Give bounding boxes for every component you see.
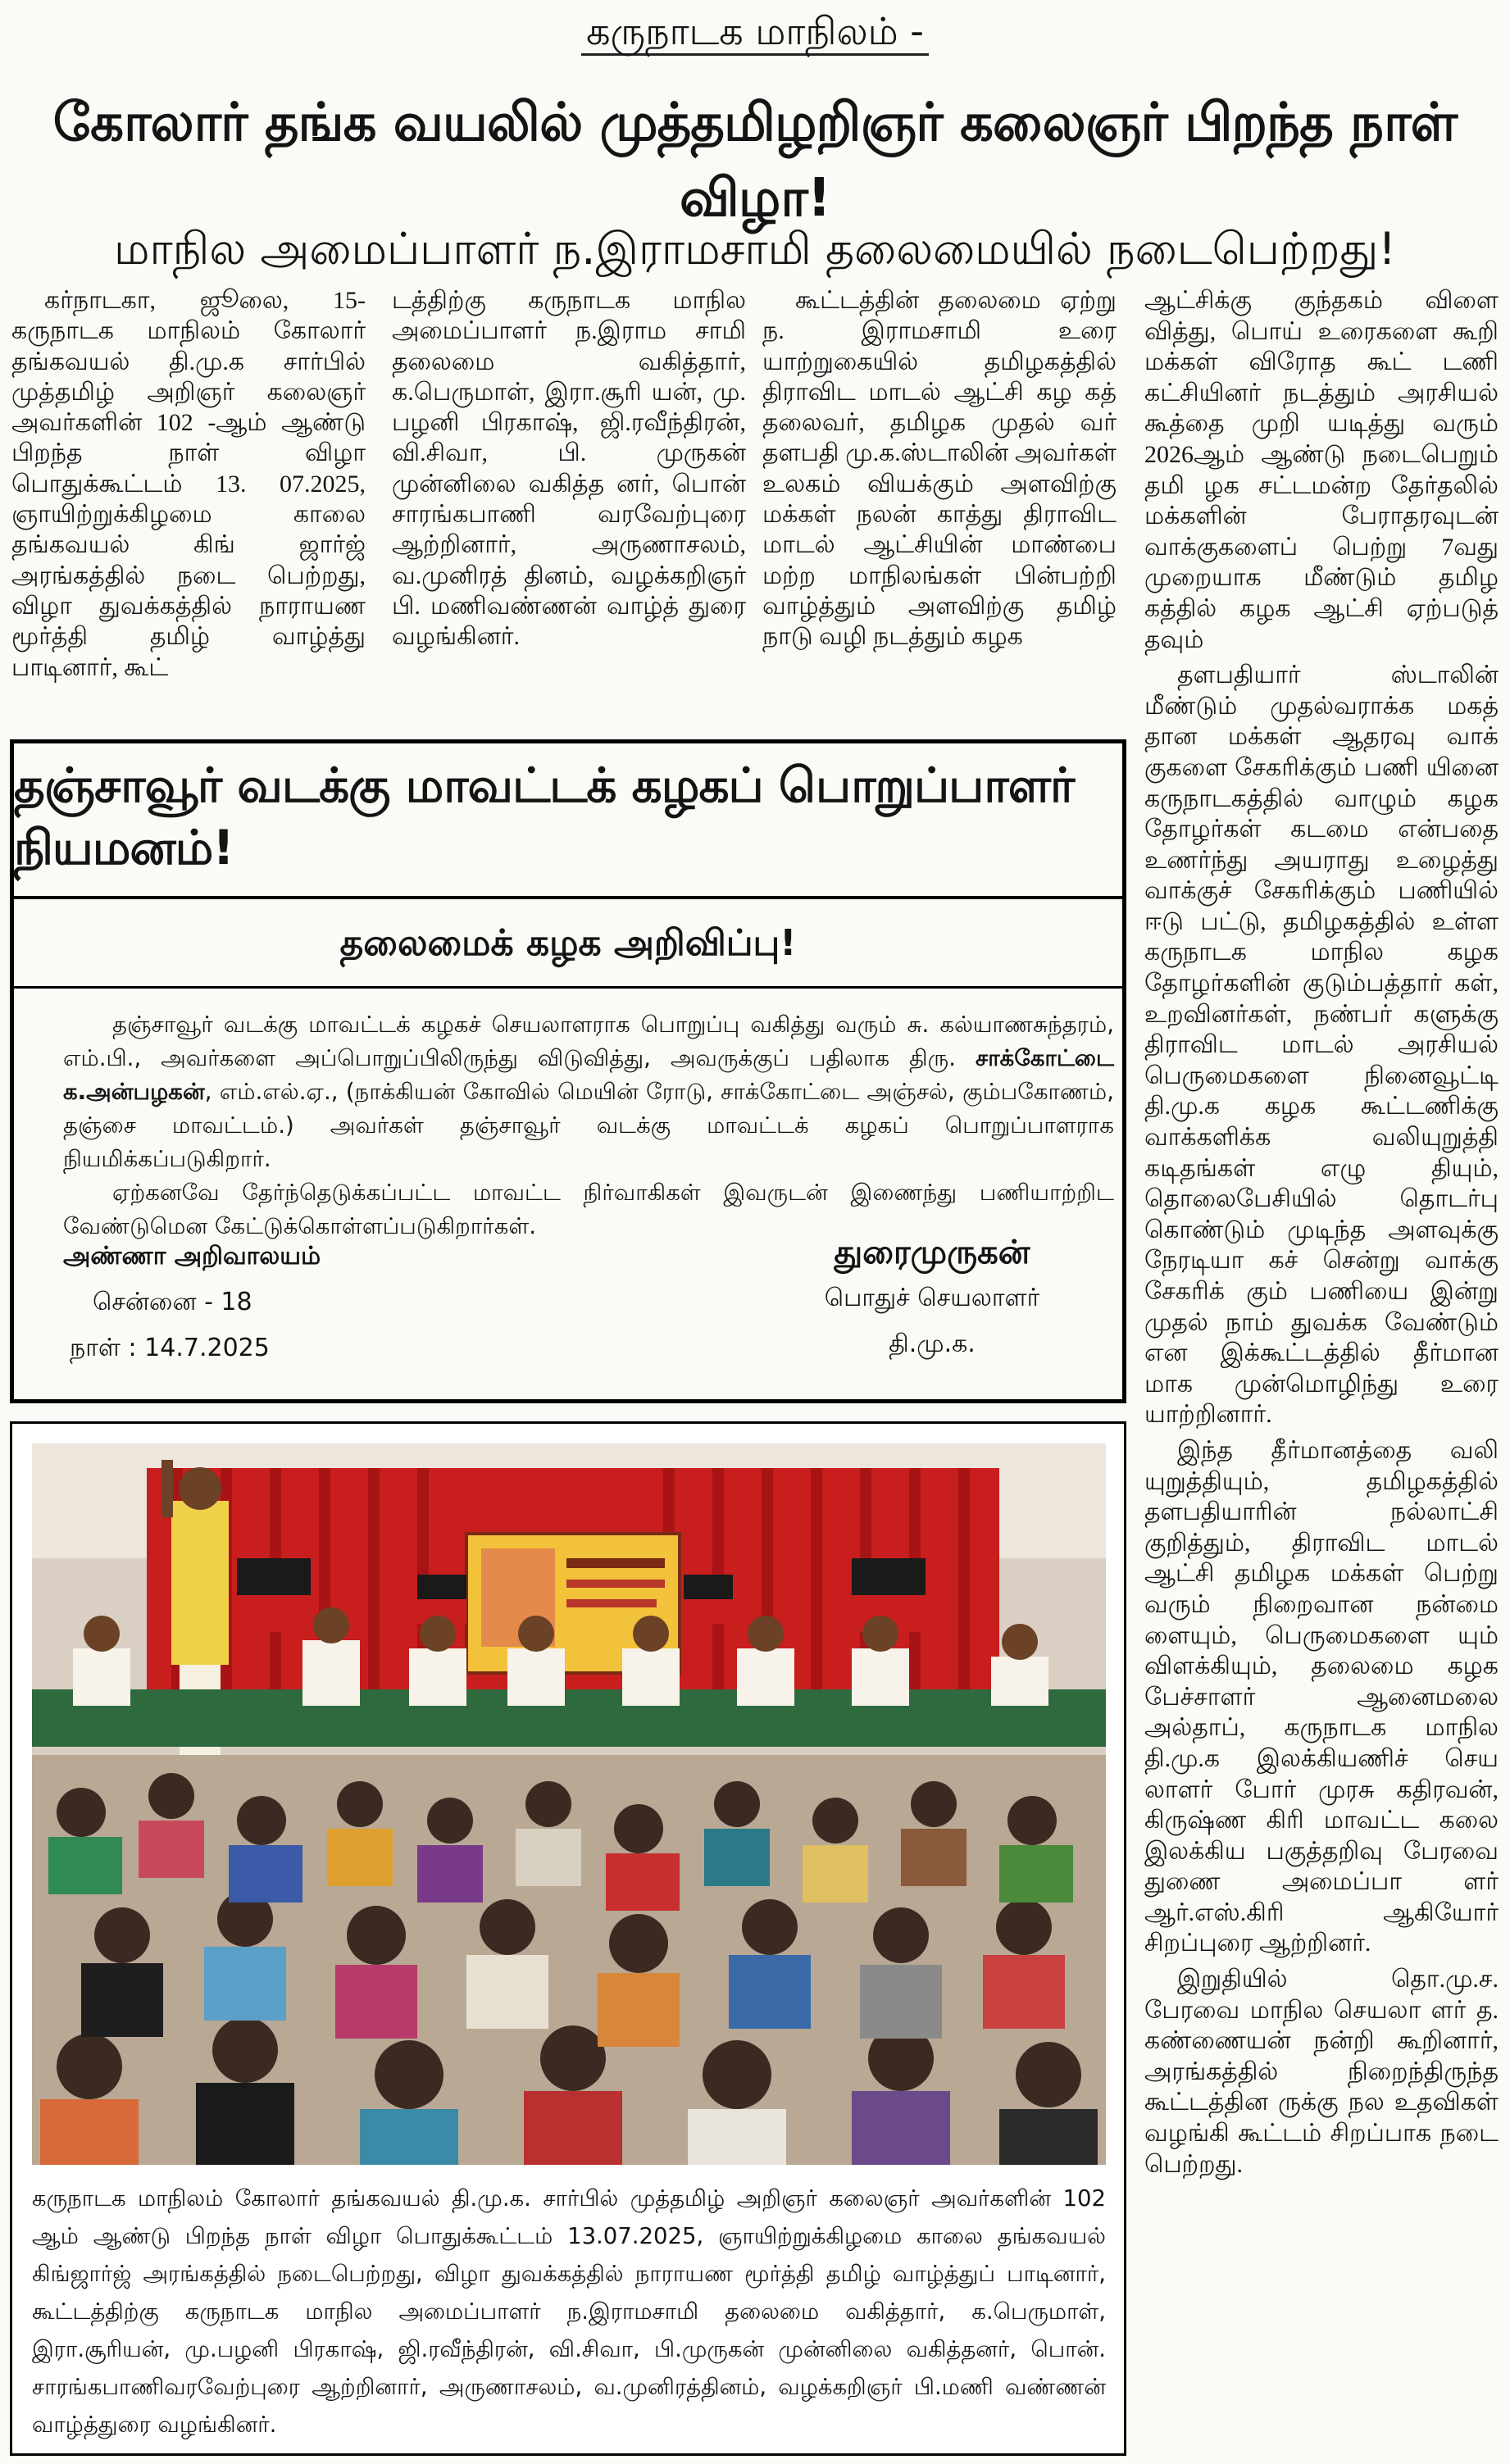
announcement-place-date: அண்ணா அறிவாலயம் சென்னை - 18 நாள் : 14.7.2025 [63,1242,321,1362]
meeting-photo-illustration [32,1443,1106,2165]
signatory-party: தி.மு.க. [889,1330,976,1358]
article-paragraph: ஆட்சிக்கு குந்தகம் விளை வித்து, பொய் உரைகளை கூறி மக்கள் விரோத கூட் டணி கட்சியினர் நடத்தும் அரசியல் கூத்தை முறி யடித்து வரும் 2026ஆம் ஆண்டு நடைபெறும் தமி ழக சட்டமன்ற தேர்தலில் மக்களின் பேராதரவுடன் வாக்குகளைப் பெற்று 7வது முறையாக மீண்டும் தமிழ கத்தில் கழக ஆட்சி ஏற்படுத் தவும் [1144,287,1499,653]
article-column-3 [762,285,1117,657]
announcement-subtitle: தலைமைக் கழக அறிவிப்பு! [339,922,797,964]
article-paragraph: டத்திற்கு கருநாடக மாநில அமைப்பாளர் ந.இராம சாமி தலைமை வகித்தார், க.பெருமாள், இரா.சூரி யன், மு. பழனி பிரகாஷ், ஜி.ரவீந்திரன், வி.சிவா, பி. முருகன் முன்னிலை வகித்த னர், பொன் சாரங்கபாணி வரவேற்புரை ஆற்றினார், அருணாசலம், வ.முனிரத் தினம், வழக்கறிஞர் பி. மணிவண்ணன் வாழ்த் துரை வழங்கினர். [392,287,746,651]
announcement-paragraph: ஏற்கனவே தேர்ந்தெடுக்கப்பட்ட மாவட்ட நிர்வாகிகள் இவருடன் இணைந்து பணியாற்றிட வேண்டுமென கேட்டுக்கொள்ளப்படுகிறார்கள். [63,1179,1114,1239]
article-paragraph: கூட்டத்தின் தலைமை ஏற்று ந. இராமசாமி உரை யாற்றுகையில் தமிழகத்தில் திராவிட மாடல் ஆட்சி கழ கத் தலைவர், தமிழக முதல் வர் தளபதி மு.க.ஸ்டாலின் அவர்கள் உலகம் வியக்கும் அளவிற்கு மக்கள் நலன் காத்து திராவிட மாடல் ஆட்சியின் மாண்பை மற்ற மாநிலங்கள் பின்பற்றி வாழ்த்தும் அளவிற்கு தமிழ் நாடு வழி நடத்தும் கழக [762,287,1117,651]
photo-frame [10,1421,1126,2456]
announcement-paragraph: தஞ்சாவூர் வடக்கு மாவட்டக் கழகச் செயலாளராக பொறுப்பு வகித்து வரும் சு. கல்யாணசுந்தரம், எம்.பி., அவர்களை அப்பொறுப்பிலிருந்து விடுவித்து, அவருக்குப் பதிலாக திரு. சாக்கோட்டை க.அன்பழகன், எம்.எல்.ஏ., (நாக்கியன் கோவில் மெயின் ரோடு, சாக்கோட்டை அஞ்சல், கும்பகோணம், தஞ்சை மாவட்டம்.) அவர்கள் தஞ்சாவூர் வடக்கு மாவட்டக் கழகப் பொறுப்பாளராக நியமிக்கப்படுகிறார். [63,1011,1114,1172]
appointee-name: சாக்கோட்டை க.அன்பழகன் [63,1044,1114,1105]
article-paragraph: இந்த தீர்மானத்தை வலி யுறுத்தியும், தமிழகத்தில் தளபதியாரின் நல்லாட்சி குறித்தும், திராவிட மாடல் ஆட்சி தமிழக மக்கள் பெற்று வரும் நிறைவான நன்மை ளையும், பெருமைகளை யும் விளக்கியும், தலைமை கழக பேச்சாளர் ஆனைமலை அல்தாப், கருநாடக மாநில தி.மு.க இலக்கியணிச் செய லாளர் போர் முரசு கதிரவன், கிருஷ்ண கிரி மாவட்ட கலை இலக்கிய பகுத்தறிவு பேரவை துணை அமைப்பா ளர் ஆர்.எஸ்.கிரி ஆகியோர் சிறப்புரை ஆற்றினர். [1144,1436,1499,1957]
article-column-4 [1144,285,1499,2184]
photo-caption: கருநாடக மாநிலம் கோலார் தங்கவயல் தி.மு.க. சார்பில் முத்தமிழ் அறிஞர் கலைஞர் அவர்களின் 102 ஆம் ஆண்டு பிறந்த நாள் விழா பொதுக்கூட்டம் 13.07.2025, ஞாயிற்றுக்கிழமை காலை தங்கவயல் கிங்ஜார்ஜ் அரங்கத்தில் நடைபெற்றது, விழா துவக்கத்தில் நாராயண மூர்த்தி தமிழ் வாழ்த்துப் பாடினார், கூட்டத்திற்கு கருநாடக மாநில அமைப்பாளர் ந.இராமசாமி தலைமை வகித்தார், க.பெருமாள், இரா.சூரியன், மு.பழனி பிரகாஷ், ஜி.ரவீந்திரன், வி.சிவா, பி.முருகன் முன்னிலை வகித்தனர், பொன். சாரங்கபாணிவரவேற்புரை ஆற்றினார், அருணாசலம், வ.முனிரத்தினம், வழக்கறிஞர் பி.மணி வண்ணன் வாழ்த்துரை வழங்கினர். [32,2185,1106,2438]
article-subhead: மாநில அமைப்பாளர் ந.இராமசாமி தலைமையில் நடைபெற்றது! [114,223,1396,275]
meeting-photo [32,1443,1106,2165]
article-column-2 [392,285,746,657]
article-column-1 [11,285,366,688]
article-paragraph: தளபதியார் ஸ்டாலின் மீண்டும் முதல்வராக்க மகத் தான மக்கள் ஆதரவு வாக் குகளை சேகரிக்கும் பணி யினை கருநாடகத்தில் வாழும் கழக தோழர்கள் கடமை என்பதை உணர்ந்து அயராது உழைத்து வாக்குச் சேகரிக்கும் பணியில் ஈடு பட்டு, தமிழகத்தில் உள்ள கருநாடக மாநில கழக தோழர்களின் குடும்பத்தார் கள், உறவினர்கள், நண்பர் களுக்கு திராவிட மாடல் அரசியல் பெருமைகளை நினைவூட்டி தி.மு.க கழக கூட்டணிக்கு வாக்களிக்க வலியுறுத்தி கடிதங்கள் எழு தியும், தொலைபேசியில் தொடர்பு கொண்டும் முடிந்த அளவுக்கு நேரடியா கச் சென்று வாக்கு சேகரிக் கும் பணியை இன்று முதல் நாம் துவக்க வேண்டும் என இக்கூட்டத்தில் தீர்மான மாக முன்மொழிந்து உரை யாற்றினார். [1144,661,1499,1429]
article-headline: கோலார் தங்க வயலில் முத்தமிழறிஞர் கலைஞர் பிறந்த நாள் விழா! [52,93,1458,229]
article-paragraph: கர்நாடகா, ஜூலை, 15- கருநாடக மாநிலம் கோலார் தங்கவயல் தி.மு.க சார்பில் முத்தமிழ் அறிஞர் கலைஞர் அவர்களின் 102 -ஆம் ஆண்டு பிறந்த நாள் விழா பொதுக்கூட்டம் 13. 07.2025, ஞாயிற்றுக்கிழமை காலை தங்கவயல் கிங் ஜார்ஜ் அரங்கத்தில் நடை பெற்றது, விழா துவக்கத்தில் நாராயண மூர்த்தி தமிழ் வாழ்த்து பாடினார், கூட் [11,287,366,681]
party-announcement-box [10,739,1126,1403]
article-kicker: கருநாடக மாநிலம் - [0,5,1510,57]
signatory-name: துரைமுருகன் [834,1234,1030,1271]
announcement-title: தஞ்சாவூர் வடக்கு மாவட்டக் கழகப் பொறுப்பாளர் நியமனம்! [14,743,1122,899]
announcement-signature [801,1230,1063,1367]
article-paragraph: இறுதியில் தொ.மு.ச. பேரவை மாநில செயலா ளர் த. கண்ணையன் நன்றி கூறினார், அரங்கத்தில் நிறைந்திருந்த கூட்டத்தின ருக்கு நல உதவிகள் வழங்கி கூட்டம் சிறப்பாக நடை பெற்றது. [1144,1966,1499,2178]
announcement-body [63,1007,1114,1243]
signatory-designation: பொதுச் செயலாளர் [824,1284,1040,1312]
divider [14,986,1122,989]
